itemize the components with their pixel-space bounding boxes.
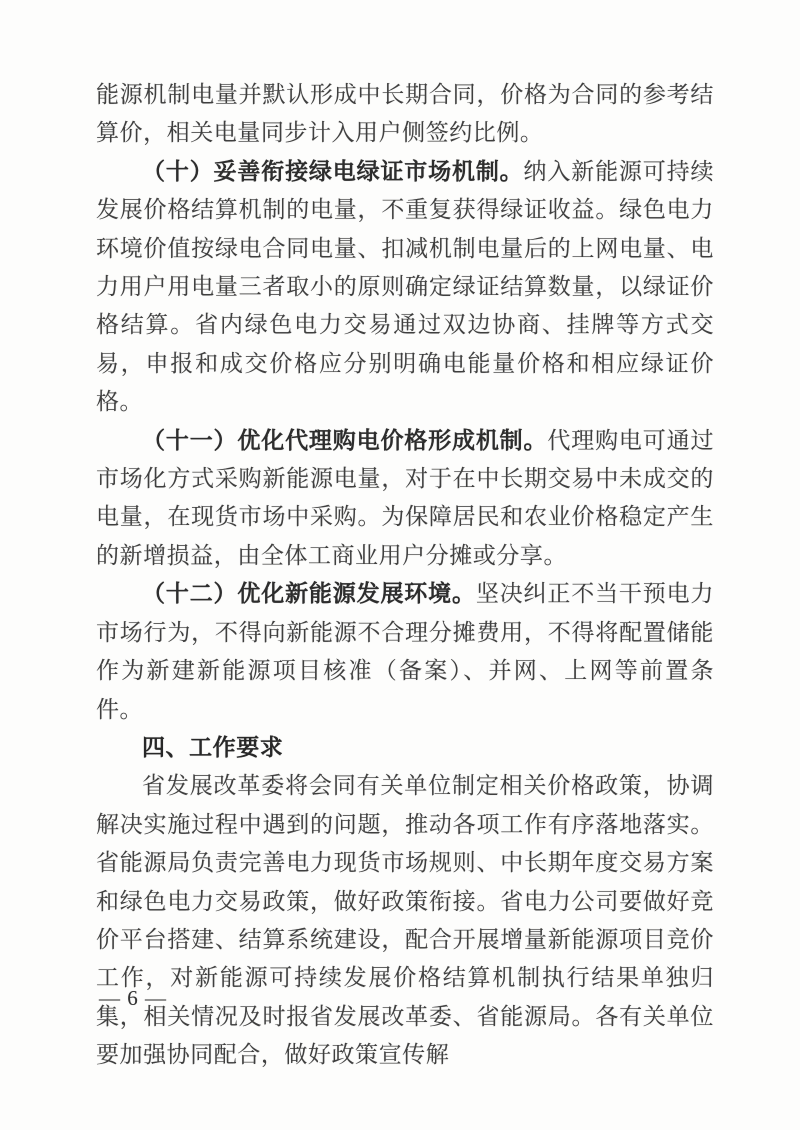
paragraph-lead-bold: （十二）优化新能源发展环境。	[142, 581, 476, 607]
paragraph-text: 能源机制电量并默认形成中长期合同，价格为合同的参考结算价，相关电量同步计入用户侧签约比例。	[96, 82, 714, 146]
paragraph-lead-bold: （十一）优化代理购电价格形成机制。	[142, 427, 548, 453]
body-paragraph-continuation	[96, 76, 714, 153]
body-paragraph-item-10	[96, 153, 714, 422]
page-number: — 6 —	[99, 986, 167, 1010]
paragraph-text: 坚决纠正不当干预电力市场行为，不得向新能源不合理分摊费用，不得将配置储能作为新建新能源项目核准（备案）、并网、上网等前置条件。	[96, 581, 715, 722]
body-paragraph-item-12	[96, 575, 714, 729]
document-body	[96, 76, 714, 1075]
paragraph-text: 省发展改革委将会同有关单位制定相关价格政策，协调解决实施过程中遇到的问题，推动各项工作有序落地落实。省能源局负责完善电力现货市场规则、中长期年度交易方案和绿色电力交易政策，做好政策衔接。省电力公司要做好竞价平台搭建、结算系统建设，配合开展增量新能源项目竞价工作，对新能源可持续发展价格结算机制执行结果单独归集，相关情况及时报省发展改革委、省能源局。各有关单位要加强协同配合，做好政策宣传解	[96, 773, 714, 1068]
section-heading-work-requirements: 四、工作要求	[142, 734, 284, 760]
body-paragraph-item-11	[96, 422, 714, 576]
body-paragraph-work-requirements	[96, 767, 714, 1074]
paragraph-text: 代理购电可通过市场化方式采购新能源电量，对于在中长期交易中未成交的电量，在现货市场中采购。为保障居民和农业价格稳定产生的新增损益，由全体工商业用户分摊或分享。	[96, 427, 714, 568]
paragraph-lead-bold: （十）妥善衔接绿电绿证市场机制。	[142, 158, 524, 184]
paragraph-text: 纳入新能源可持续发展价格结算机制的电量，不重复获得绿证收益。绿色电力环境价值按绿电合同电量、扣减机制电量后的上网电量、电力用户用电量三者取小的原则确定绿证结算数量，以绿证价格结算。省内绿色电力交易通过双边协商、挂牌等方式交易，申报和成交价格应分别明确电能量价格和相应绿证价格。	[96, 158, 714, 415]
